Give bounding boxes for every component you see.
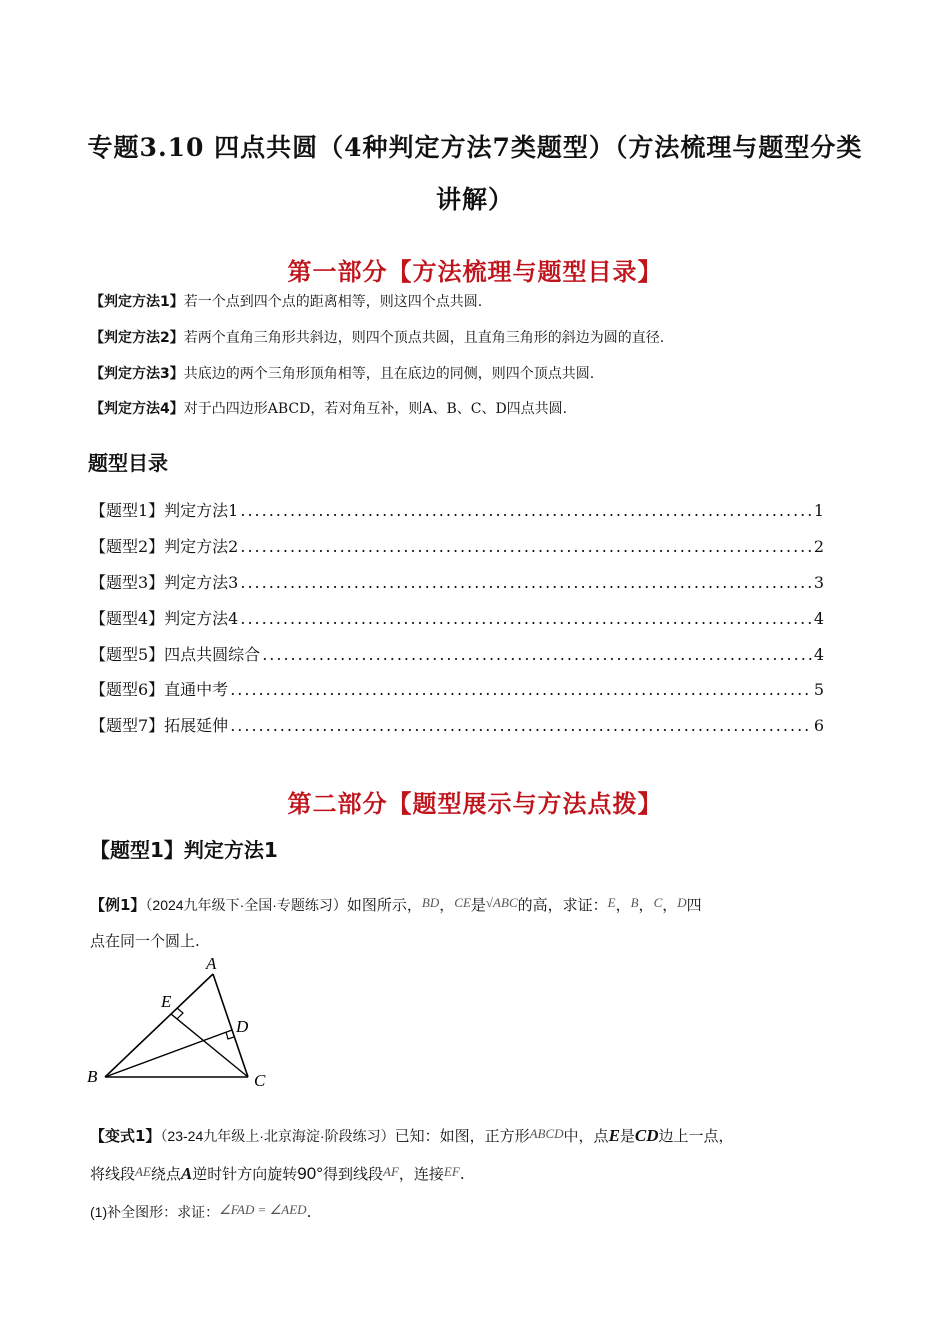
toc-item[interactable] [90,534,824,558]
math-cd: CD [634,1126,659,1145]
variant-1-tag: 【变式1】 [90,1127,161,1145]
toc-item[interactable] [90,642,824,666]
triangle-figure [82,952,282,1092]
toc-item[interactable] [90,570,824,594]
title-line-1: 专题3.10 四点共圆（4种判定方法7类题型）（方法梳理与题型分类 [87,133,863,162]
punct: ， [638,896,654,914]
example-1-line-1 [90,885,865,923]
toc-item-page: 4 [813,609,824,628]
variant-1-text: 得到线段 [323,1165,384,1183]
label-a: A [206,954,217,973]
variant-1-text: 中，点 [563,1127,609,1145]
math-abcd: ABCD [529,1126,564,1141]
math-ce: CE [454,895,471,910]
math-triangle-abc: √ABC [485,895,518,910]
label-b: B [87,1067,98,1086]
toc-item[interactable] [90,677,824,701]
method-2 [90,328,870,348]
variant-1-text: 逆时针方向旋转 [192,1165,298,1183]
toc-item[interactable] [90,713,824,737]
variant-1-line-2 [90,1154,865,1192]
method-3-tag: 【判定方法3】 [90,366,184,382]
punct: . [459,1165,465,1183]
document-title [70,122,880,226]
math-90-degrees: 90° [297,1164,323,1183]
type1-heading: 【题型1】判定方法1 [90,838,278,862]
variant-1-text: 已知：如图，正方形 [394,1127,530,1145]
side-ab [105,974,213,1077]
math-angle-equation: ∠FAD = ∠AED [219,1202,307,1217]
example-1-text: 如图所示， [346,896,422,914]
title-line-2: 讲解） [435,185,514,214]
method-4-text: 对于凸四边形ABCD，若对角互补，则A、B、C、D四点共圆. [183,401,568,417]
part1-heading: 第一部分【方法梳理与题型目录】 [287,257,663,286]
toc-item-page: 5 [813,680,824,699]
toc-leader [230,680,812,699]
toc-leader [240,573,811,592]
toc-item-label: 【题型7】拓展延伸 [90,716,229,735]
variant-1-text: ，连接 [398,1165,444,1183]
method-3-text: 共底边的两个三角形顶角相等，且在底边的同侧，则四个顶点共圆. [183,366,595,382]
math-b: B [630,895,639,910]
method-2-tag: 【判定方法2】 [90,330,184,346]
toc-leader [240,609,811,628]
toc-item-label: 【题型1】判定方法1 [90,501,239,520]
variant-1 [90,1116,865,1230]
toc-leader [240,537,811,556]
punct: ， [662,896,678,914]
method-1-text: 若一个点到四个点的距离相等，则这四个点共圆. [183,294,483,310]
toc-item-page: 2 [813,537,824,556]
toc-item-page: 6 [813,716,824,735]
toc-item-label: 【题型5】四点共圆综合 [90,645,261,664]
math-c: C [653,895,663,910]
example-1-text: 四 [686,896,702,914]
method-1 [90,292,870,312]
example-1-text: 的高，求证： [517,896,608,914]
math-e: E [608,1126,620,1145]
variant-1-text: 绕点 [150,1165,181,1183]
method-4-tag: 【判定方法4】 [90,401,184,417]
toc-item-page: 1 [813,501,824,520]
math-d: D [677,895,687,910]
method-4 [90,399,870,419]
example-1 [90,885,865,959]
toc-item-page: 4 [813,645,824,664]
label-e: E [161,992,172,1011]
toc-leader [262,645,812,664]
punct: ， [439,896,455,914]
example-1-line-2: 点在同一个圆上. [90,932,200,950]
variant-1-text: 是 [619,1127,635,1145]
toc-item-label: 【题型6】直通中考 [90,680,229,699]
math-bd: BD [421,895,440,910]
toc-item[interactable] [90,606,824,630]
punct: ， [615,896,631,914]
method-2-text: 若两个直角三角形共斜边，则四个顶点共圆，且直角三角形的斜边为圆的直径. [183,330,665,346]
method-1-tag: 【判定方法1】 [90,294,184,310]
example-1-text: 是 [470,896,486,914]
toc-heading: 题型目录 [88,451,168,475]
math-ae: AE [135,1164,151,1179]
toc-leader [230,716,812,735]
variant-1-line-1 [90,1116,865,1154]
math-ef: EF [443,1164,460,1179]
variant-1-text: 边上一点， [658,1127,734,1145]
math-a: A [180,1164,193,1183]
label-d: D [236,1017,249,1036]
toc-leader [240,501,811,520]
example-1-source: （2024九年级下·全国·专题练习） [145,897,347,913]
punct: . [306,1203,312,1221]
toc-item-label: 【题型3】判定方法3 [90,573,239,592]
variant-1-source: （23-24九年级上·北京海淀·阶段练习） [160,1128,395,1144]
example-1-tag: 【例1】 [90,896,146,914]
method-3 [90,364,870,384]
variant-1-question-1 [90,1192,865,1230]
toc-item[interactable] [90,498,824,522]
right-angle-mark-e [177,1008,183,1019]
altitude-bd [105,1030,232,1077]
toc-item-page: 3 [813,573,824,592]
toc-item-label: 【题型2】判定方法2 [90,537,239,556]
math-af: AF [383,1164,399,1179]
toc-item-label: 【题型4】判定方法4 [90,609,239,628]
variant-1-text: 将线段 [90,1165,136,1183]
part2-heading: 第二部分【题型展示与方法点拨】 [287,789,663,818]
label-c: C [254,1071,266,1090]
variant-1-text: (1)补全图形：求证： [90,1204,220,1220]
math-e: E [607,895,616,910]
